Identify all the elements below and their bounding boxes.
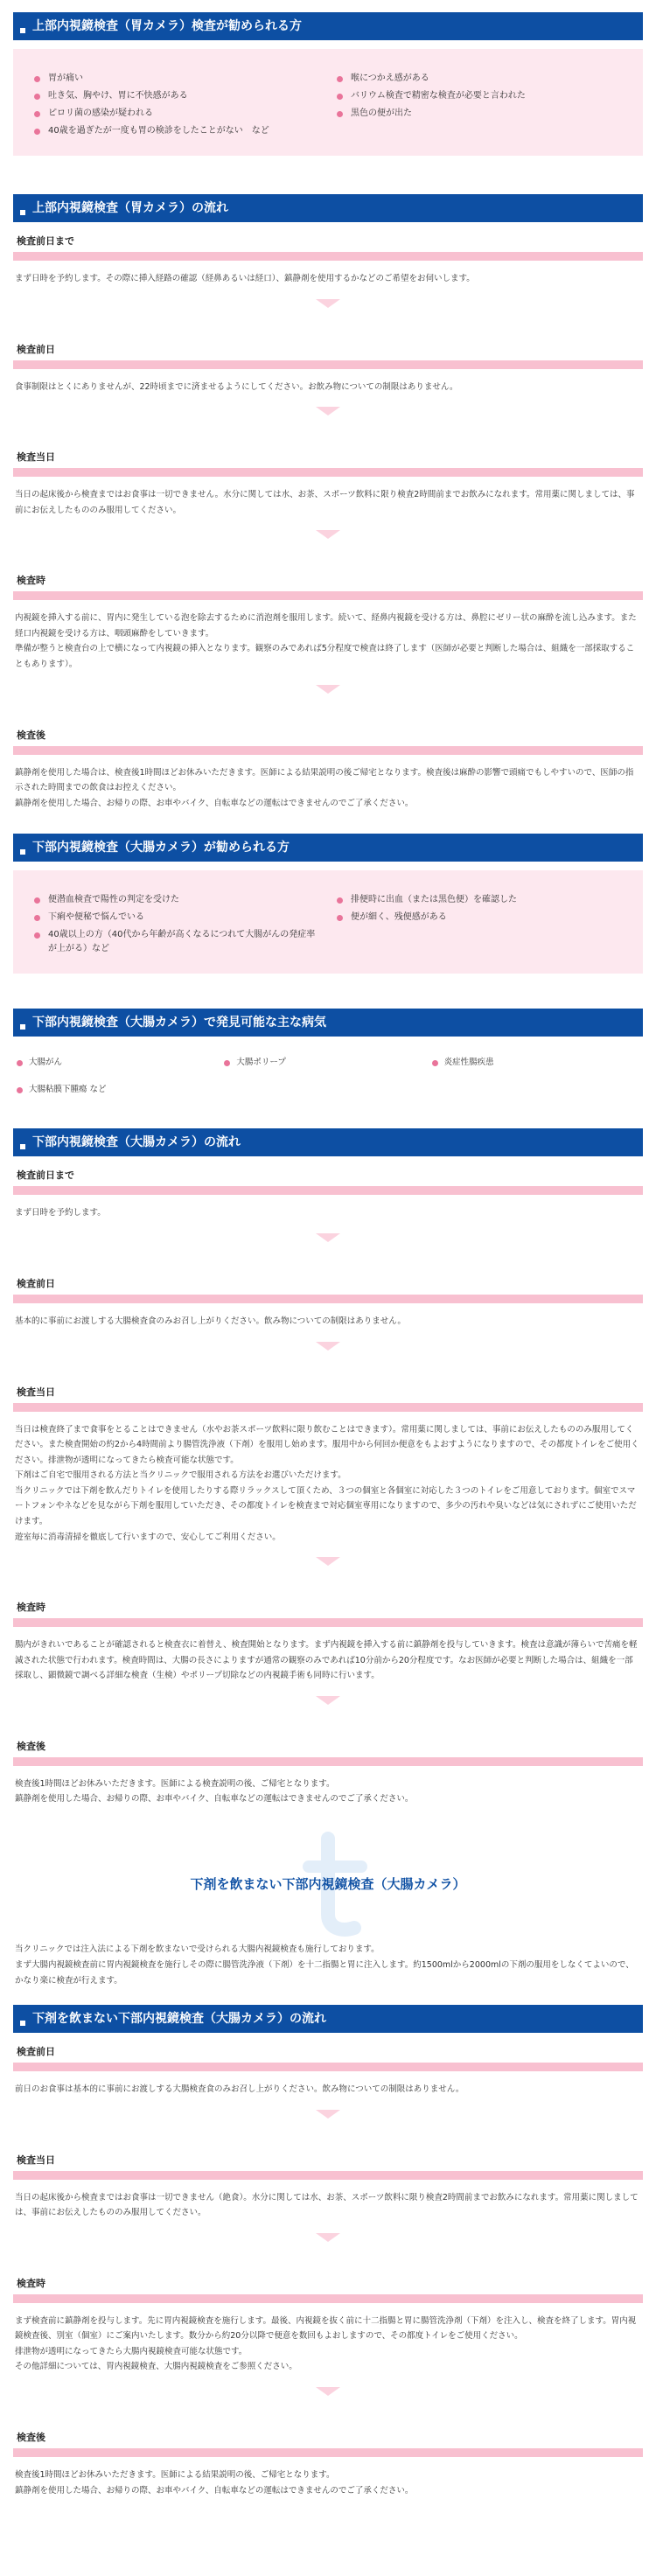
list-item: バリウム検査で精密な検査が必要と言われた — [337, 89, 622, 103]
flow-arrow-down-icon — [316, 1233, 340, 1242]
list-item: 40歳を過ぎたが一度も胃の検診をしたことがない など — [34, 124, 319, 138]
disease-list — [13, 1037, 643, 1109]
no-laxative-heading-block — [13, 1832, 643, 1937]
flow-arrow-down-icon — [316, 2110, 340, 2119]
list-item: 大腸粘膜下腫瘍 など — [17, 1083, 224, 1098]
lower-flow — [13, 1156, 643, 1806]
list-item: 大腸ポリープ — [224, 1056, 431, 1071]
flow-arrow-down-icon — [316, 1696, 340, 1705]
list-item: 下痢や便秘で悩んでいる — [34, 911, 319, 925]
step-body: 当日は検査終了まで食事をとることはできません（水やお茶スポーツ飲料に限り飲むことはできます）。常用薬に関しましては、事前にお伝えしたもののみ服用してください。また検査開始の約2から4時間前より腸管洗浄液（下剤）を服用し始めます。服用中から何回か便意をもよおすようになりますので、その都度トイレをご使用ください。排泄物が透明になってきたら検査可能な状態です。 下剤はご自宅で服用される方法と当クリニックで服用される方法をお選びいただけます。 当クリニックでは下剤を飲んだりトイレを使用したりする際リラックスして頂くため、３つの個室と各個室に対応した３つのトイレをご用意しております。個室でスマートフォンやネなどを見ながら下剤を服用していただき、その都度トイレを検査まで対応個室専用になりますので、多少の汚れや臭いなどは気にされずにご使用いただけます。 遊室毎に消毒清掃を徹底して行いますので、安心してご利用ください。 — [15, 1424, 639, 1542]
list-item: 便潜血検査で陽性の判定を受けた — [34, 893, 319, 907]
step-heading: 検査後 — [13, 2427, 643, 2457]
step-body: まず検査前に鎮静剤を投与します。先に胃内視鏡検査を施行します。最後、内視鏡を抜く前に十二指腸と胃に腸管洗浄剤（下剤）を注入し、検査を終了します。胃内視鏡検査後、別室（個室）にご案内いたします。数分から約20分以降で便意を数回もよおしますので、その都度トイレをご使用ください。 排泄物が透明になってきたら大腸内視鏡検査可能な状態です。 その他詳細については、胃内視鏡検査、大腸内視鏡検査をご参照ください。 — [15, 2315, 637, 2372]
step-heading: 検査時 — [13, 2273, 643, 2303]
step-heading: 検査当日 — [13, 1382, 643, 1412]
list-item: 喉につかえ感がある — [337, 72, 622, 86]
step-heading: 検査当日 — [13, 2150, 643, 2180]
step-body: 内視鏡を挿入する前に、胃内に発生している泡を除去するために消泡剤を服用します。続いて、経鼻内視鏡を受ける方は、鼻腔にゼリー状の麻酔を流し込みます。また経口内視鏡を受ける方は、咽頭麻酔をしていきます。 準備が整うと検査台の上で横になって内視鏡の挿入となります。観察のみであれば5分程度で検査は終了します（医師が必要と判断した場合は、組織を一部採取することもあります）。 — [15, 613, 637, 669]
flow-arrow-down-icon — [316, 530, 340, 539]
step-heading: 検査前日 — [13, 2042, 643, 2071]
flow-arrow-down-icon — [316, 2387, 340, 2396]
flow-arrow-down-icon — [316, 1342, 340, 1351]
step-heading: 検査後 — [13, 725, 643, 755]
step-body: 当日の起床後から検査まではお食事は一切できません。水分に関しては水、お茶、スポーツ飲料に限り検査2時間前までお飲みになれます。常用薬に関しましては、事前にお伝えしたもののみ服用してください。 — [15, 490, 635, 515]
step-body: 検査後1時間ほどお休みいただきます。医師による検査説明の後、ご帰宅となります。 鎮静剤を使用した場合、お帰りの際、お車やバイク、自転車などの運転はできませんのでご了承ください。 — [15, 1778, 414, 1805]
list-item: 吐き気、胸やけ、胃に不快感がある — [34, 89, 319, 103]
no-laxative-intro: 当クリニックでは注入法による下剤を飲まないで受けられる大腸内視鏡検査も施行しております。 まず大腸内視鏡検査前に胃内視鏡検査を施行しその際に腸管洗浄液（下剤）を十二指腸と胃に注入します。約1500mlから2000mlの下剤の服用をしなくてよいので、かなり楽に検査が行えます。 — [15, 1944, 634, 1986]
list-item: 大腸がん — [17, 1056, 224, 1071]
section-title-no-laxative-flow: 下剤を飲まない下部内視鏡検査（大腸カメラ）の流れ — [13, 2005, 643, 2033]
step-body: 基本的に事前にお渡しする大腸検査食のみお召し上がりください。飲み物についての制限はありません。 — [15, 1316, 406, 1326]
step-body: 検査後1時間ほどお休みいただきます。医師による結果説明の後、ご帰宅となります。 鎮静剤を使用した場合、お帰りの際、お車やバイク、自転車などの運転はできませんのでご了承ください。 — [15, 2469, 414, 2496]
step-heading: 検査後 — [13, 1736, 643, 1766]
flow-arrow-down-icon — [316, 685, 340, 694]
flow-arrow-down-icon — [316, 407, 340, 415]
list-item: 炎症性腸疾患 — [432, 1056, 639, 1071]
section-title-lower-recommended: 下部内視鏡検査（大腸カメラ）が勧められる方 — [13, 834, 643, 862]
step-heading: 検査前日 — [13, 1274, 643, 1303]
step-heading: 検査当日 — [13, 447, 643, 477]
list-item: 排便時に出血（または黒色便）を確認した — [337, 893, 622, 907]
list-item: 黒色の便が出た — [337, 107, 622, 121]
flow-arrow-down-icon — [316, 1557, 340, 1566]
step-heading: 検査時 — [13, 570, 643, 600]
step-heading: 検査時 — [13, 1597, 643, 1627]
step-body: 前日のお食事は基本的に事前にお渡しする大腸検査食のみお召し上がりください。飲み物についての制限はありません。 — [15, 2084, 464, 2095]
list-item: 便が細く、残便感がある — [337, 911, 622, 925]
list-item: ピロリ菌の感染が疑われる — [34, 107, 319, 121]
list-item: 40歳以上の方（40代から年齢が高くなるにつれて大腸がんの発症率が上がる）など — [34, 928, 319, 956]
step-body: 鎮静剤を使用した場合は、検査後1時間ほどお休みいただきます。医師による結果説明の後ご帰宅となります。検査後は麻酔の影響で頭痛でもしやすいので、医師の指示された時間までの飲食はお控えください。 鎮静剤を使用した場合、お帰りの際、お車やバイク、自転車などの運転はできませんのでご了承ください。 — [15, 767, 634, 808]
step-body: 当日の起床後から検査まではお食事は一切できません（絶食）。水分に関しては水、お茶、スポーツ飲料に限り検査2時間前までお飲みになれます。常用薬に関しましては、事前にお伝えしたもののみ服用してください。 — [15, 2192, 639, 2218]
no-laxative-title: 下剤を飲まない下部内視鏡検査（大腸カメラ） — [190, 1875, 466, 1892]
step-body: まず日時を予約します。 — [15, 1208, 106, 1218]
section-title-upper-flow: 上部内視鏡検査（胃カメラ）の流れ — [13, 194, 643, 222]
lower-recommended-list — [13, 870, 643, 974]
upper-flow — [13, 222, 643, 811]
step-heading: 検査前日まで — [13, 231, 643, 261]
step-heading: 検査前日 — [13, 339, 643, 369]
flow-arrow-down-icon — [316, 299, 340, 308]
flow-arrow-down-icon — [316, 2233, 340, 2242]
step-heading: 検査前日まで — [13, 1165, 643, 1195]
section-title-upper-recommended: 上部内視鏡検査（胃カメラ）検査が勧められる方 — [13, 12, 643, 40]
step-body: 食事制限はとくにありませんが、22時頃までに済ませるようにしてください。お飲み物についての制限はありません。 — [15, 381, 458, 392]
section-title-lower-flow: 下部内視鏡検査（大腸カメラ）の流れ — [13, 1128, 643, 1156]
step-body: まず日時を予約します。その際に挿入経路の確認（経鼻あるいは経口）、鎮静剤を使用するかなどのご希望をお伺いします。 — [15, 274, 475, 283]
upper-recommended-list — [13, 49, 643, 156]
step-body: 腸内がきれいであることが確認されると検査衣に着替え、検査開始となります。まず内視鏡を挿入する前に鎮静剤を投与していきます。検査は意識が薄らいで苦痛を軽減された状態で行われます。検査時間は、大腸の長さによりますが通常の観察のみであれば10分前から20分程度です。なお医師が必要と判断した場合は、組織を一部採取し、顕微鏡で調べる詳細な検査（生検）やポリープ切除などの内視鏡手術も同時に行います。 — [15, 1640, 638, 1681]
section-title-lower-diseases: 下部内視鏡検査（大腸カメラ）で発見可能な主な病気 — [13, 1009, 643, 1037]
no-laxative-flow — [13, 2033, 643, 2498]
list-item: 胃が痛い — [34, 72, 319, 86]
